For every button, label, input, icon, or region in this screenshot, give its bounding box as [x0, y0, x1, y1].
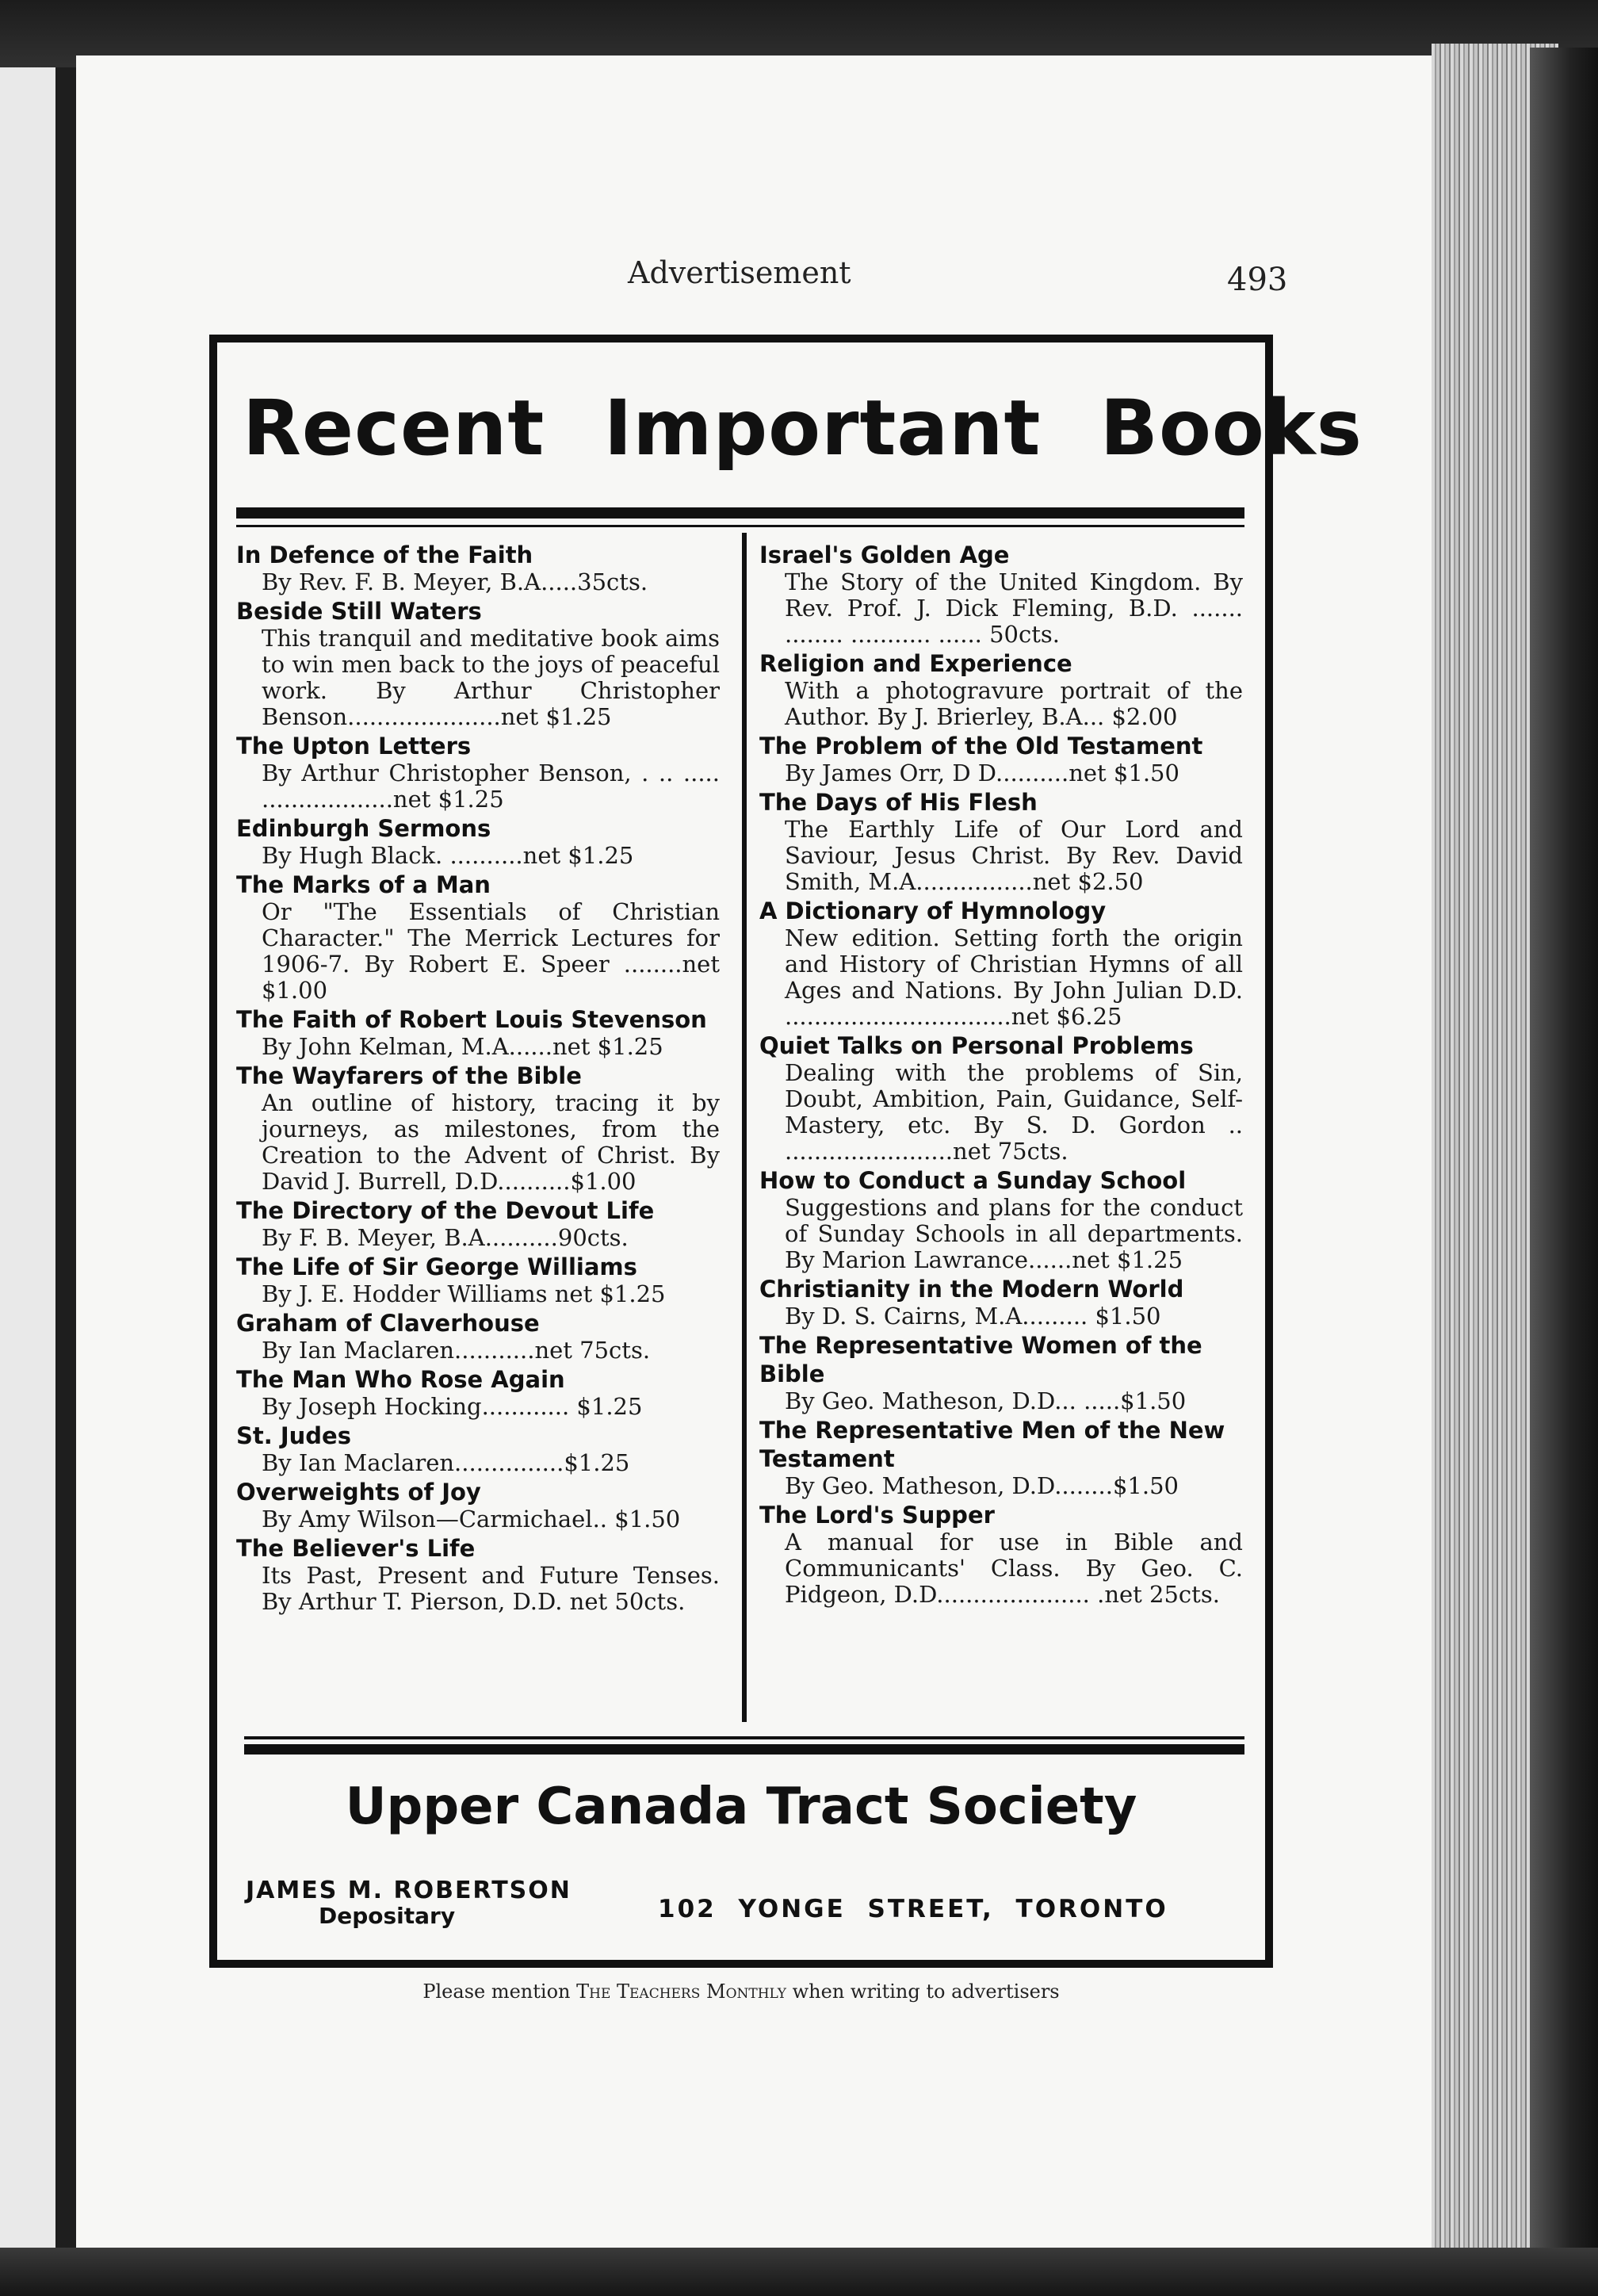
book-title: Beside Still Waters	[236, 598, 482, 625]
book-entry	[236, 871, 720, 1004]
book-title: The Wayfarers of the Bible	[236, 1062, 582, 1089]
book-entry	[236, 814, 720, 869]
book-description: By Hugh Black. ..........net $1.25	[262, 842, 634, 869]
book-entry	[759, 732, 1243, 786]
book-description: By Arthur Christopher Benson, . .. ..... ..................net $1.25	[262, 760, 720, 813]
footer-suffix: when writing to advertisers	[786, 1980, 1060, 2003]
book-entry	[236, 1196, 720, 1251]
book-title: The Representative Men of the New Testament	[759, 1417, 1225, 1472]
book-entry	[759, 1275, 1243, 1330]
book-entry	[759, 541, 1243, 648]
book-entry	[236, 1478, 720, 1533]
book-description: By J. E. Hodder Williams net $1.25	[262, 1280, 666, 1307]
book-title: Israel's Golden Age	[759, 541, 1010, 568]
book-title: Graham of Claverhouse	[236, 1310, 540, 1337]
scan-border-bottom	[0, 2248, 1598, 2296]
book-description: By Rev. F. B. Meyer, B.A.....35cts.	[262, 568, 648, 595]
book-title: The Directory of the Devout Life	[236, 1197, 655, 1224]
book-title: Quiet Talks on Personal Problems	[759, 1032, 1194, 1059]
book-description: Suggestions and plans for the conduct of Sunday Schools in all departments. By Marion Lawrance......net $1.25	[785, 1194, 1243, 1273]
book-description: By Ian Maclaren...............$1.25	[262, 1449, 630, 1476]
page-number: 493	[1227, 262, 1288, 298]
book-title: Religion and Experience	[759, 650, 1072, 677]
book-entry	[236, 1365, 720, 1420]
book-description: An outline of history, tracing it by journeys, as milestones, from the Creation to the Advent of Christ. By David J. Burrell, D.D..........$1.00	[262, 1089, 720, 1195]
book-title: The Lord's Supper	[759, 1502, 995, 1529]
book-entry	[236, 1062, 720, 1195]
book-description: By D. S. Cairns, M.A......... $1.50	[785, 1303, 1161, 1330]
book-title: The Days of His Flesh	[759, 789, 1038, 816]
book-title: Overweights of Joy	[236, 1479, 481, 1506]
depository-name: JAMES M. ROBERTSON	[246, 1877, 572, 1904]
book-description: By James Orr, D D..........net $1.50	[785, 760, 1179, 786]
book-entry	[236, 1005, 720, 1060]
book-description: The Story of the United Kingdom. By Rev. Prof. J. Dick Fleming, B.D. ....... ........ ........... ...... 50cts.	[785, 568, 1243, 648]
depository-label: Depositary	[319, 1903, 456, 1929]
book-description: This tranquil and meditative book aims to win men back to the joys of peaceful work. By Arthur Christopher Benson.....................net $1.25	[262, 625, 720, 730]
book-entry	[236, 1309, 720, 1364]
book-title: The Representative Women of the Bible	[759, 1332, 1202, 1387]
right-column	[759, 541, 1243, 1609]
book-title: In Defence of the Faith	[236, 541, 533, 568]
book-entry	[759, 897, 1243, 1030]
bottom-rule-thin	[244, 1736, 1244, 1739]
book-title: The Man Who Rose Again	[236, 1366, 565, 1393]
book-description: Its Past, Present and Future Tenses. By Arthur T. Pierson, D.D. net 50cts.	[262, 1562, 720, 1615]
book-description: A manual for use in Bible and Communicants' Class. By Geo. C. Pidgeon, D.D..................... .net 25cts.	[785, 1529, 1243, 1608]
footer-prefix: Please mention	[422, 1980, 577, 2003]
book-entry	[759, 1166, 1243, 1273]
book-description: By Joseph Hocking............ $1.25	[262, 1393, 643, 1420]
book-description: Or "The Essentials of Christian Character." The Merrick Lectures for 1906-7. By Robert E. Speer ........net $1.00	[262, 898, 720, 1004]
book-entry	[236, 1534, 720, 1615]
book-entry	[236, 1422, 720, 1476]
book-entry	[236, 732, 720, 813]
book-title: The Believer's Life	[236, 1535, 476, 1562]
book-cover-edge	[1530, 48, 1598, 2252]
running-head: Advertisement	[628, 255, 851, 290]
book-entry	[759, 1416, 1243, 1499]
book-description: By Ian Maclaren...........net 75cts.	[262, 1337, 651, 1364]
book-description: By Amy Wilson—Carmichael.. $1.50	[262, 1506, 681, 1533]
book-description: With a photogravure portrait of the Author. By J. Brierley, B.A... $2.00	[785, 677, 1243, 730]
title-rule-thick	[236, 507, 1244, 519]
left-column	[236, 541, 720, 1617]
book-title: The Problem of the Old Testament	[759, 733, 1203, 760]
book-description: By Geo. Matheson, D.D... .....$1.50	[785, 1387, 1187, 1414]
society-address: 102 YONGE STREET, TORONTO	[658, 1895, 1168, 1923]
book-title: How to Conduct a Sunday School	[759, 1167, 1187, 1194]
book-entry	[759, 788, 1243, 895]
book-entry	[759, 649, 1243, 730]
book-title: St. Judes	[236, 1422, 351, 1449]
book-title: Edinburgh Sermons	[236, 815, 491, 842]
book-entry	[236, 1253, 720, 1307]
book-entry	[236, 597, 720, 730]
society-name: Upper Canada Tract Society	[345, 1777, 1137, 1836]
book-description: New edition. Setting forth the origin and History of Christian Hymns of all Ages and Nations. By John Julian D.D. ...............................net $6.25	[785, 924, 1243, 1030]
book-description: By Geo. Matheson, D.D........$1.50	[785, 1472, 1179, 1499]
book-title: Christianity in the Modern World	[759, 1276, 1184, 1303]
book-entry	[759, 1331, 1243, 1414]
book-gutter	[55, 67, 76, 2256]
title-rule-thin	[236, 525, 1244, 527]
book-entry	[759, 1031, 1243, 1165]
ad-title: Recent Important Books	[243, 384, 1363, 473]
footer-note	[209, 1980, 1273, 2003]
book-title: The Faith of Robert Louis Stevenson	[236, 1006, 707, 1033]
book-description: By F. B. Meyer, B.A..........90cts.	[262, 1224, 629, 1251]
book-entry	[759, 1501, 1243, 1608]
book-title: The Marks of a Man	[236, 871, 491, 898]
book-description: By John Kelman, M.A......net $1.25	[262, 1033, 663, 1060]
book-title: The Life of Sir George Williams	[236, 1253, 637, 1280]
book-title: A Dictionary of Hymnology	[759, 897, 1107, 924]
column-divider	[742, 533, 747, 1722]
advertisement-box	[209, 335, 1363, 1968]
bottom-rule-thick	[244, 1744, 1244, 1755]
book-description: Dealing with the problems of Sin, Doubt, Ambition, Pain, Guidance, Self-Mastery, etc. By S. D. Gordon .. .......................net 75cts.	[785, 1059, 1243, 1165]
book-description: The Earthly Life of Our Lord and Saviour, Jesus Christ. By Rev. David Smith, M.A................net $2.50	[785, 816, 1243, 895]
footer-publication: The Teachers Monthly	[576, 1980, 786, 2003]
facing-page-edge	[0, 67, 55, 2256]
book-entry	[236, 541, 720, 595]
book-title: The Upton Letters	[236, 733, 472, 760]
